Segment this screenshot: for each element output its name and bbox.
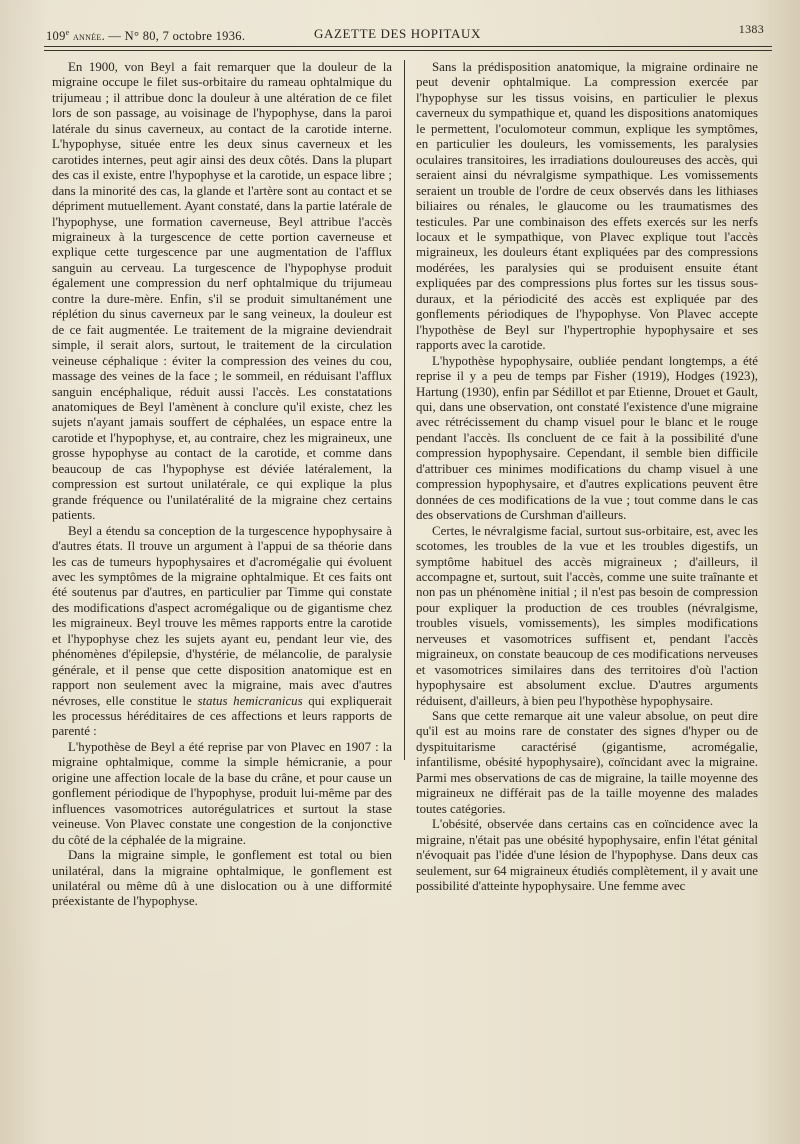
paragraph: L'hypothèse de Beyl a été reprise par von Plavec en 1907 : la migraine ophtalmique, comme la simple hémicranie, a pour origine une affection locale de la base du crâne, et pour cause un gonflement périodique de l'hypophyse, produit lui-même par des influences vasomotrices autorégulatrices et surtout la stase veineuse. Von Plavec constate une congestion de la conjonctive du côté de la céphalée de la migraine.: [52, 739, 392, 847]
paragraph: Certes, le névralgisme facial, surtout sus-orbitaire, est, avec les scotomes, les troubles de la vue et les troubles digestifs, un symptôme habituel des accès migraineux ; d'ailleurs, il accompagne et, surtout, suit l'accès, comme une suite traînante et non pas un phénomène initial ; il n'est pas besoin de compression pour expliquer la production de ces troubles (névralgisme, troubles visuels, vomissements), les simples modifications nerveuses et vasomotrices suffisent et, pendant l'accès migraineux, on constate beaucoup de ces modifications nerveuses et vasomotrices similaires dans des territoires d'où l'action hypophysaire est absolument exclue. D'autres arguments réduisent, d'ailleurs, à bien peu l'hypothèse hypophysaire.: [416, 523, 758, 708]
paragraph: L'hypothèse hypophysaire, oubliée pendant longtemps, a été reprise il y a peu de temps par Fisher (1919), Hodges (1923), Hartung (1930), enfin par Sédillot et par Etienne, Drouet et Gault, qui, dans une observation, ont constaté l'existence d'une migraine avec rétrécissement du champ visuel pour le blanc et le rouge pendant l'accès. Ils concluent de ce fait à la possibilité d'une compression hypophysaire. Cependant, il semble bien difficile d'attribuer ces minimes modifications du champ visuel à une compression hypophysaire, et d'autres explications peuvent être données de ces modifications de la vue ; tout comme dans le cas des observations de Curshman d'ailleurs.: [416, 353, 758, 523]
column-divider: [404, 60, 405, 760]
italic-term: status hemicranicus: [197, 693, 303, 708]
page-header: [46, 22, 770, 48]
header-rule-thin: [44, 50, 772, 51]
journal-title: GAZETTE DES HOPITAUX: [314, 26, 481, 41]
paragraph: Sans la prédisposition anatomique, la migraine ordinaire ne peut devenir ophtalmique. La compression exercée par l'hypophyse sur les tissus voisins, en particulier le plexus caverneux du sympathique et, quand les dispositions anatomiques le permettent, l'oculomoteur commun, explique les symptômes, en particulier les douleurs, les vomissements, les paralysies oculaires transitoires, les irradiations douloureuses des accès, qui seraient ainsi du névralgisme sympathique. Les vomissements seraient un trouble de l'ordre de ceux observés dans les lithiases biliaires ou rénales, le glaucome ou les traumatismes des testicules. Par une combinaison des effets exercés sur les nerfs locaux et le sympathique, von Plavec explique tout l'accès migraineux, les douleurs étant expliquées par des compressions modérées, les paralysies qui se produisent ensuite étant expliquées par des compressions plus fortes sur les tissus sous-duraux, et la périodicité des accès est expliquée par des gonflements périodiques de l'hypophyse. Von Plavec accepte l'hypothèse de Beyl sur l'hypertrophie hypophysaire et ses rapports avec la carotide.: [416, 60, 758, 353]
page-number: 1383: [738, 22, 764, 36]
issue-info: 109e année. — N° 80, 7 octobre 1936.: [46, 28, 246, 44]
right-column: [416, 60, 758, 894]
paragraph: Sans que cette remarque ait une valeur absolue, on peut dire qu'il est au moins rare de constater des signes d'hyper ou de dyspituitarisme caractérisé (gigantisme, acromégalie, infantilisme, obésité hypophysaire), coïncidant avec la migraine. Parmi mes observations de cas de migraine, la taille moyenne des migraineux ne différait pas de la taille moyenne des malades toutes catégories.: [416, 709, 758, 816]
paragraph: Beyl a étendu sa conception de la turgescence hypophysaire à d'autres états. Il trouve un argument à l'appui de sa théorie dans les cas de tumeurs hypophysaires et d'acromégalie qui évoluent avec les symptômes de la migraine ophtalmique. Et ces faits ont été soutenus par d'autres, en particulier par Timme qui constate des modifications d'aspect acromégalique ou de gigantisme chez les migraineux. Beyl trouve les mêmes rapports entre la carotide et l'hypophyse chez les sujets ayant eu, pendant leur vie, des phénomènes d'épilepsie, d'hystérie, de mélancolie, de paralysie générale, et il pense que cette disposition anatomique est en rapport non seulement avec la migraine, mais avec d'autres névroses, elle constitue le status hemicranicus qui expliquerait les processus héréditaires de ces affections et leurs rapports de parenté :: [52, 523, 393, 739]
paragraph: En 1900, von Beyl a fait remarquer que la douleur de la migraine occupe le filet sus-orbitaire du rameau ophtalmique du trijumeau ; il attribue donc la douleur à une altération de ce filet lors de son passage, au voisinage de l'hypophyse, dans la paroi latérale du sinus caverneux, au contact de la carotide interne. L'hypophyse, située entre les deux sinus caverneux et les carotides internes, peut agir ainsi des deux côtés. Dans la plupart des cas il existe, entre l'hypophyse et la carotide, un espace libre ; dans la minorité des cas, la glande et l'artère sont au contact et se dépriment mutuellement. Ayant constaté, dans la partie latérale de l'hypophyse, une formation caverneuse, Beyl attribue l'accès migraineux à la turgescence de cette portion caverneuse et explique cette turgescence par une augmentation de l'afflux sanguin au cerveau. La turgescence de l'hypophyse produit également une compression du nerf ophtalmique du trijumeau contre la dure-mère. Enfin, s'il se produit simultanément une réplétion du sinus caverneux par le sang veineux, la douleur est de ce fait augmentée. Le traitement de la migraine deviendrait simple, il serait alors, surtout, le traitement de la circulation veineuse céphalique : éviter la compression des veines du cou, massage des veines de la face ; le sommeil, en réduisant l'afflux sanguin encéphalique, réduit aussi l'accès. Les constatations anatomiques de Beyl l'amènent à conclure qu'il existe, chez les sujets n'ayant jamais souffert de céphalées, un espace entre la carotide et l'hypophyse, et, au contraire, chez les migraineux, une grosse hypophyse au contact de la carotide, et comme dans beaucoup de cas l'hypophyse est déviée latéralement, la compression est surtout unilatérale, ce qui explique la plus grande fréquence ou l'unilatéralité de la migraine chez certains patients.: [52, 60, 392, 523]
header-rule: [44, 46, 772, 47]
paragraph: Dans la migraine simple, le gonflement est total ou bien unilatéral, dans la migraine ophtalmique, le gonflement est unilatéral ou même dû à une dislocation ou à une difformité préexistante de l'hypophyse.: [52, 848, 392, 909]
paragraph: L'obésité, observée dans certains cas en coïncidence avec la migraine, n'était pas une obésité hypophysaire, enfin l'état génital n'évoquait pas l'idée d'une lésion de l'hypophyse. Dans deux cas seulement, sur 64 migraineux étudiés complètement, il y avait une possibilité d'atteinte hypophysaire. Une femme avec: [416, 817, 758, 894]
left-column: [52, 60, 392, 910]
